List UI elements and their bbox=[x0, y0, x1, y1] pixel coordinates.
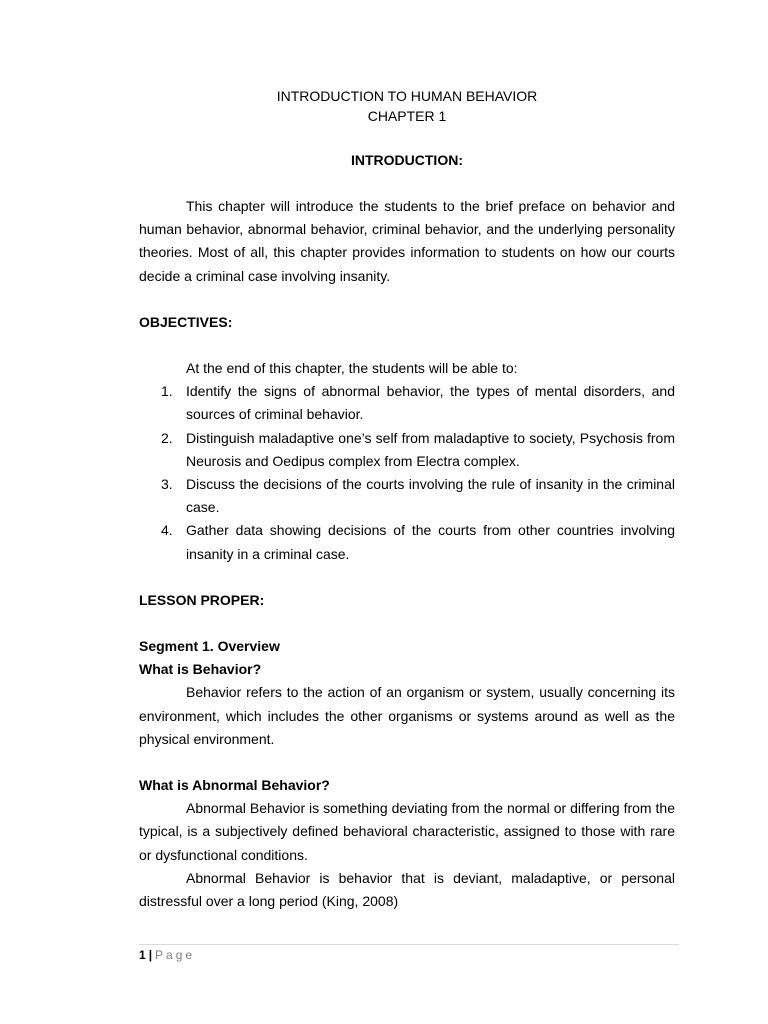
list-item bbox=[139, 519, 675, 565]
list-item-number: 3. bbox=[161, 476, 173, 493]
chapter-label: CHAPTER 1 bbox=[367, 108, 447, 124]
list-item-text: Gather data showing decisions of the courts from other countries involving insanity in a criminal case. bbox=[186, 522, 675, 562]
list-item bbox=[139, 473, 675, 519]
footer-separator: | bbox=[148, 948, 153, 962]
segment-heading: Segment 1. Overview bbox=[139, 638, 280, 655]
introduction-heading: INTRODUCTION: bbox=[351, 152, 463, 168]
list-item-text: Discuss the decisions of the courts involving the rule of insanity in the criminal case. bbox=[186, 476, 675, 516]
title-block bbox=[139, 86, 675, 126]
list-item-number: 4. bbox=[161, 522, 173, 539]
page-content bbox=[139, 86, 675, 913]
list-item bbox=[139, 427, 675, 473]
document-title: INTRODUCTION TO HUMAN BEHAVIOR bbox=[276, 88, 538, 104]
abnormal-paragraph-1: Abnormal Behavior is something deviating from the normal or differing from the typical, is a subjectively defined behavioral characteristic, assigned to those with rare or dysfunctional conditions. bbox=[139, 800, 675, 863]
behavior-heading: What is Behavior? bbox=[139, 661, 262, 678]
list-item-number: 1. bbox=[161, 383, 173, 400]
lesson-proper-heading: LESSON PROPER: bbox=[139, 591, 265, 608]
behavior-paragraph: Behavior refers to the action of an organism or system, usually concerning its environment, which includes the other organisms or systems around as well as the physical environment. bbox=[139, 684, 675, 747]
introduction-paragraph: This chapter will introduce the students to the brief preface on behavior and human behavior, abnormal behavior, criminal behavior, and the underlying personality theories. Most of all, this chapter provides information to students on how our courts decide a criminal case involving insanity. bbox=[139, 198, 675, 284]
list-item-number: 2. bbox=[161, 429, 173, 446]
objectives-heading: OBJECTIVES: bbox=[139, 313, 233, 330]
list-item-text: Identify the signs of abnormal behavior, the types of mental disorders, and sources of criminal behavior. bbox=[186, 383, 675, 423]
page-number: 1 bbox=[139, 948, 146, 962]
list-item-text: Distinguish maladaptive one’s self from maladaptive to society, Psychosis from Neurosis and Oedipus complex from Electra complex. bbox=[186, 429, 675, 469]
abnormal-paragraph-2: Abnormal Behavior is behavior that is deviant, maladaptive, or personal distressful over a long period (King, 2008) bbox=[139, 869, 675, 910]
page-word: Page bbox=[155, 948, 196, 962]
page-footer bbox=[139, 944, 679, 963]
objectives-lead: At the end of this chapter, the students will be able to: bbox=[186, 360, 518, 377]
objectives-list bbox=[139, 380, 675, 566]
abnormal-behavior-heading: What is Abnormal Behavior? bbox=[139, 777, 330, 794]
list-item bbox=[139, 380, 675, 426]
